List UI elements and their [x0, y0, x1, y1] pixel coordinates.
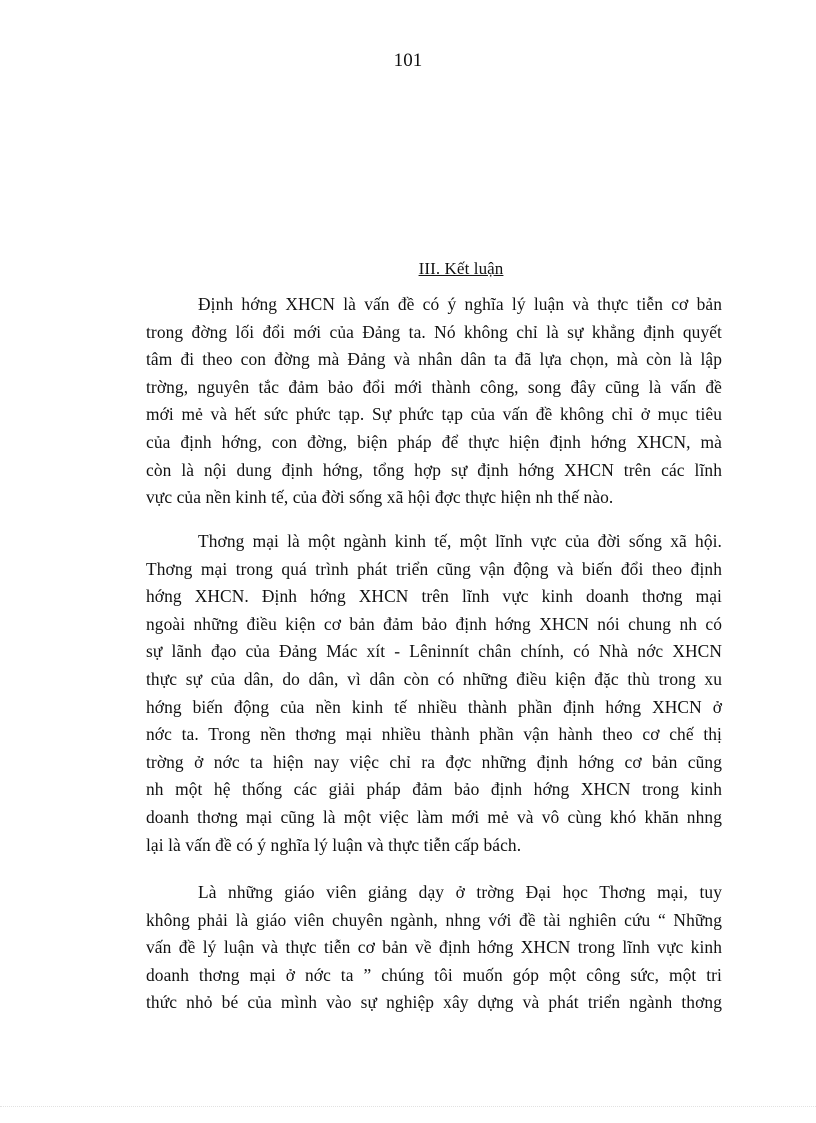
text-line: trong đờng lối đổi mới của Đảng ta. Nó không chỉ là sự khẳng định quyết: [146, 321, 722, 342]
text-line: Thơng mại là một ngành kinh tế, một lĩnh vực của đời sống xã hội.: [198, 531, 722, 551]
text-line: trờng ở nớc ta hiện nay việc chỉ ra đợc những định hớng cơ bản cũng: [146, 751, 722, 772]
text-line: trờng, nguyên tắc đảm bảo đổi mới thành công, song đây cũng là vấn đề: [146, 376, 722, 397]
text-line: nớc ta. Trong nền thơng mại nhiều thành phần vận hành theo cơ chế thị: [146, 724, 722, 745]
text-line: thức nhỏ bé của mình vào sự nghiệp xây dựng và phát triển ngành thơng: [146, 992, 722, 1013]
section-title: III. Kết luận: [418, 259, 504, 278]
text-line: vực của nền kinh tế, của đời sống xã hội đợc thực hiện nh thế nào.: [146, 487, 614, 508]
paragraph-3: [146, 879, 722, 1017]
text-line: của định hớng, con đờng, biện pháp để thực hiện định hớng XHCN, mà: [146, 431, 722, 452]
text-line: doanh thơng mại cũng là một việc làm mới mẻ và vô cùng khó khăn nhng: [146, 806, 722, 827]
text-line: mới mẻ và hết sức phức tạp. Sự phức tạp của vấn đề không chỉ ở mục tiêu: [146, 404, 722, 425]
text-line: vấn đề lý luận và thực tiễn cơ bản về định hớng XHCN trong lĩnh vực kinh: [146, 937, 722, 958]
text-line: nh một hệ thống các giải pháp đảm bảo định hớng XHCN trong kinh: [146, 779, 722, 800]
text-line: tâm đi theo con đờng mà Đảng và nhân dân ta đã lựa chọn, mà còn là lập: [146, 349, 722, 370]
text-line: doanh thơng mại ở nớc ta ” chúng tôi muốn góp một công sức, một tri: [146, 964, 722, 985]
text-line: hớng biến động của nền kinh tế nhiều thành phần định hớng XHCN ở: [146, 696, 722, 717]
paragraph-2: [146, 528, 722, 859]
text-line: còn là nội dung định hớng, tổng hợp sự định hớng XHCN trên các lĩnh: [146, 459, 722, 480]
text-line: thực sự của dân, do dân, vì dân còn có những điều kiện đặc thù trong xu: [146, 668, 722, 689]
text-line: lại là vấn đề có ý nghĩa lý luận và thực tiễn cấp bách.: [146, 834, 522, 855]
page-number: 101: [393, 50, 423, 71]
text-line: hớng XHCN. Định hớng XHCN trên lĩnh vực kinh doanh thơng mại: [146, 586, 722, 607]
text-line: Thơng mại trong quá trình phát triển cũng vận động và biến đổi theo định: [146, 558, 722, 579]
text-line: Là những giáo viên giảng dạy ở trờng Đại học Thơng mại, tuy: [198, 882, 722, 902]
text-line: ngoài những điều kiện cơ bản đảm bảo định hớng XHCN nói chung nh có: [146, 613, 722, 634]
text-line: sự lãnh đạo của Đảng Mác xít - Lêninnít chân chính, có Nhà nớc XHCN: [146, 641, 722, 662]
text-line: không phải là giáo viên chuyên ngành, nhng với đề tài nghiên cứu “ Những: [146, 909, 722, 930]
page-bottom-divider: [0, 1106, 816, 1107]
text-line: Định hớng XHCN là vấn đề có ý nghĩa lý luận và thực tiễn cơ bản: [198, 294, 722, 314]
paragraph-1: [146, 291, 722, 512]
